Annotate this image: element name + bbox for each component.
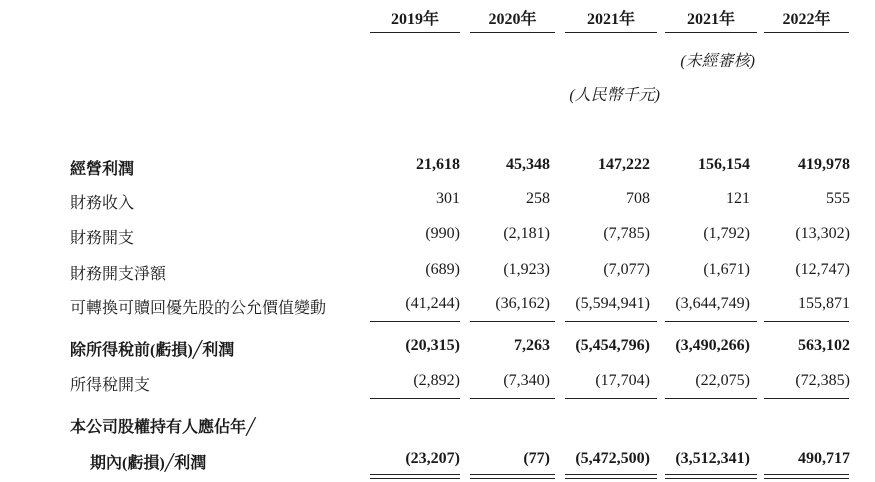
table-cell: 563,102: [798, 337, 850, 354]
table-cell: 121: [726, 190, 750, 207]
subtotal-rule: [665, 398, 757, 399]
table-cell: (3,512,341): [675, 450, 750, 467]
table-cell: (23,207): [405, 450, 460, 467]
column-header-2021: 2021年: [586, 11, 635, 28]
table-cell: (1,923): [503, 261, 550, 278]
table-cell: (20,315): [405, 337, 460, 354]
unit-note: (人民幣千元): [569, 87, 660, 104]
table-cell: (990): [425, 225, 460, 242]
table-cell: (36,162): [495, 295, 550, 312]
table-cell: 147,222: [598, 156, 650, 173]
table-cell: (12,747): [795, 261, 850, 278]
table-cell: (7,077): [603, 261, 650, 278]
table-cell: 156,154: [698, 156, 750, 173]
row-label: 所得稅開支: [70, 377, 151, 394]
table-cell: (689): [425, 261, 460, 278]
subtotal-rule: [665, 321, 757, 322]
column-header-2021-unaudited: 2021年: [686, 11, 735, 28]
column-header-2020: 2020年: [488, 11, 537, 28]
table-cell: (2,892): [413, 372, 460, 389]
header-underline: [370, 32, 460, 33]
table-cell: (17,704): [595, 372, 650, 389]
table-cell: (1,671): [703, 261, 750, 278]
row-label: 經營利潤: [70, 161, 135, 178]
row-label: 財務開支淨額: [70, 266, 167, 283]
header-underline: [665, 32, 757, 33]
total-double-rule: [665, 474, 757, 479]
table-cell: 555: [826, 190, 850, 207]
header-underline: [470, 32, 555, 33]
unaudited-note: (未經審核): [680, 53, 755, 70]
row-label: 本公司股權持有人應佔年╱: [70, 419, 256, 436]
table-cell: 155,871: [798, 295, 850, 312]
subtotal-rule: [470, 398, 555, 399]
table-cell: (2,181): [503, 225, 550, 242]
row-label: 除所得稅前(虧損)╱利潤: [70, 342, 235, 359]
table-cell: 419,978: [798, 156, 850, 173]
row-label: 可轉換可贖回優先股的公允價值變動: [70, 300, 327, 317]
table-cell: 708: [626, 190, 650, 207]
row-label: 財務開支: [70, 230, 135, 247]
row-label: 財務收入: [70, 195, 135, 212]
table-cell: (3,644,749): [675, 295, 750, 312]
table-cell: 490,717: [798, 450, 850, 467]
table-cell: (41,244): [405, 295, 460, 312]
total-double-rule: [470, 474, 555, 479]
subtotal-rule: [565, 321, 657, 322]
table-cell: (77): [523, 450, 550, 467]
table-cell: (5,594,941): [575, 295, 650, 312]
table-cell: (13,302): [795, 225, 850, 242]
total-double-rule: [370, 474, 460, 479]
table-cell: 45,348: [506, 156, 550, 173]
subtotal-rule: [370, 321, 460, 322]
table-cell: (22,075): [695, 372, 750, 389]
row-label: 期內(虧損)╱利潤: [90, 455, 207, 472]
table-cell: 21,618: [416, 156, 460, 173]
table-cell: (3,490,266): [675, 337, 750, 354]
total-double-rule: [764, 474, 849, 479]
subtotal-rule: [470, 321, 555, 322]
table-cell: 301: [436, 190, 460, 207]
subtotal-rule: [764, 398, 849, 399]
subtotal-rule: [764, 321, 849, 322]
table-cell: 7,263: [514, 337, 550, 354]
header-underline: [565, 32, 657, 33]
total-double-rule: [565, 474, 657, 479]
column-header-2022: 2022年: [782, 11, 831, 28]
subtotal-rule: [370, 398, 460, 399]
table-cell: (7,785): [603, 225, 650, 242]
table-cell: 258: [526, 190, 550, 207]
table-cell: (5,454,796): [575, 337, 650, 354]
table-cell: (72,385): [795, 372, 850, 389]
table-cell: (1,792): [703, 225, 750, 242]
column-header-2019: 2019年: [390, 11, 439, 28]
subtotal-rule: [565, 398, 657, 399]
table-cell: (7,340): [503, 372, 550, 389]
header-underline: [764, 32, 849, 33]
table-cell: (5,472,500): [575, 450, 650, 467]
